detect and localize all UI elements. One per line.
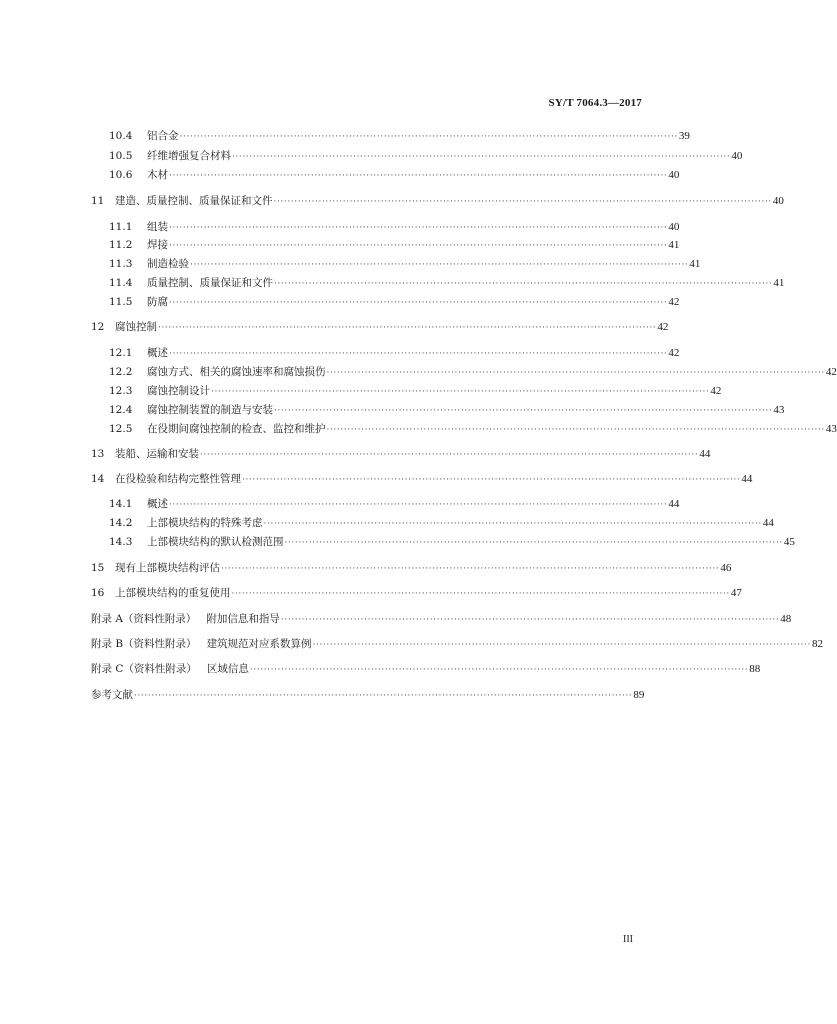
toc-entry-page: 44 xyxy=(668,498,680,510)
toc-entry-number: 11 xyxy=(91,195,105,207)
toc-entry[interactable] xyxy=(91,637,823,651)
toc-entry-number: 13 xyxy=(91,448,105,460)
toc-entry-page: 43 xyxy=(773,404,785,416)
toc-entry-number: 11.4 xyxy=(109,277,133,289)
toc-entry-title: 腐蚀控制设计 xyxy=(147,385,210,397)
dot-leader: ················································································································································ xyxy=(169,298,668,308)
dot-leader: ················································································································································ xyxy=(221,564,720,574)
toc-entry-title: 组装 xyxy=(147,221,168,233)
toc-entry-number: 10.5 xyxy=(109,150,133,162)
toc-entry-page: 45 xyxy=(783,536,795,548)
toc-entry-number: 11.5 xyxy=(109,296,133,308)
toc-entry-title: 在役期间腐蚀控制的检查、监控和维护 xyxy=(147,423,326,435)
toc-entry-number: 11.2 xyxy=(109,239,133,251)
toc-entry-number: 14 xyxy=(91,473,105,485)
toc-entry-page: 40 xyxy=(668,169,680,181)
toc-entry[interactable] xyxy=(91,447,711,461)
toc-entry-title: 装船、运输和安装 xyxy=(115,448,199,460)
toc-entry[interactable] xyxy=(109,168,680,182)
toc-entry[interactable] xyxy=(109,149,743,163)
toc-entry-page: 44 xyxy=(762,517,774,529)
toc-entry-title: 腐蚀控制 xyxy=(115,321,157,333)
dot-leader: ················································································································································ xyxy=(200,450,699,460)
toc-entry-number: 15 xyxy=(91,562,105,574)
toc-entry[interactable] xyxy=(109,365,837,379)
toc-entry-title: 制造检验 xyxy=(147,258,189,270)
dot-leader: ················································································································································ xyxy=(169,223,668,233)
toc-entry[interactable] xyxy=(91,662,761,676)
toc-entry-number: 10.4 xyxy=(109,130,133,142)
toc-entry-title: 建筑规范对应系数算例 xyxy=(206,638,312,650)
toc-entry-page: 44 xyxy=(699,448,711,460)
dot-leader: ················································································································································ xyxy=(274,406,773,416)
toc-entry[interactable] xyxy=(109,238,680,252)
toc-entry-title: 防腐 xyxy=(147,296,168,308)
toc-entry-title: 质量控制、质量保证和文件 xyxy=(147,277,273,289)
dot-leader: ················································································································································ xyxy=(169,349,668,359)
toc-entry-title: 木材 xyxy=(147,169,168,181)
dot-leader: ················································································································································ xyxy=(190,260,689,270)
toc-entry-page: 40 xyxy=(668,221,680,233)
toc-entry-page: 44 xyxy=(741,473,753,485)
toc-entry[interactable] xyxy=(91,688,645,702)
dot-leader: ················································································································································ xyxy=(273,197,772,207)
toc-entry-number: 14.3 xyxy=(109,536,133,548)
toc-entry-title: 腐蚀方式、相关的腐蚀速率和腐蚀损伤 xyxy=(147,366,326,378)
toc-entry-page: 42 xyxy=(657,321,669,333)
dot-leader: ················································································································································ xyxy=(169,500,668,510)
toc-entry-page: 41 xyxy=(668,239,680,251)
toc-entry-title: 焊接 xyxy=(147,239,168,251)
toc-entry-page: 40 xyxy=(772,195,784,207)
toc-entry-number: 12.3 xyxy=(109,385,133,397)
toc-entry-number: 12 xyxy=(91,321,105,333)
toc-entry[interactable] xyxy=(109,346,680,360)
dot-leader: ················································································································································ xyxy=(134,691,633,701)
toc-entry-title: 建造、质量控制、质量保证和文件 xyxy=(115,195,273,207)
document-code: SY/T 7064.3—2017 xyxy=(548,97,642,109)
toc-entry[interactable] xyxy=(91,194,784,208)
toc-entry[interactable] xyxy=(109,422,837,436)
toc-entry-number: 12.2 xyxy=(109,366,133,378)
toc-entry[interactable] xyxy=(109,129,690,143)
dot-leader: ················································································································································ xyxy=(284,538,783,548)
toc-entry-title: 附加信息和指导 xyxy=(206,613,280,625)
toc-entry-page: 41 xyxy=(689,258,701,270)
toc-entry[interactable] xyxy=(109,257,701,271)
toc-entry[interactable] xyxy=(91,586,742,600)
toc-entry-title: 概述 xyxy=(147,498,168,510)
toc-entry-page: 46 xyxy=(720,562,732,574)
toc-entry-page: 41 xyxy=(773,277,785,289)
toc-entry-page: 42 xyxy=(668,296,680,308)
dot-leader: ················································································································································ xyxy=(231,589,730,599)
dot-leader: ················································································································································ xyxy=(179,132,678,142)
toc-entry-title: 在役检验和结构完整性管理 xyxy=(115,473,241,485)
toc-entry-number: 11.1 xyxy=(109,221,133,233)
toc-entry-title: 铝合金 xyxy=(147,130,179,142)
toc-entry-title: 上部模块结构的特殊考虑 xyxy=(147,517,263,529)
toc-entry[interactable] xyxy=(109,497,680,511)
toc-entry-title: 上部模块结构的默认检测范围 xyxy=(147,536,284,548)
toc-entry-title: 上部模块结构的重复使用 xyxy=(115,587,231,599)
dot-leader: ················································································································································ xyxy=(158,323,657,333)
toc-entry-number: 14.2 xyxy=(109,517,133,529)
toc-entry-page: 42 xyxy=(668,347,680,359)
toc-entry[interactable] xyxy=(109,516,774,530)
toc-entry[interactable] xyxy=(109,384,722,398)
dot-leader: ················································································································································ xyxy=(326,368,825,378)
dot-leader: ················································································································································ xyxy=(280,615,780,625)
dot-leader: ················································································································································ xyxy=(312,640,811,650)
toc-entry-title: 参考文献 xyxy=(91,689,133,701)
toc-entry-page: 48 xyxy=(780,613,792,625)
toc-entry-page: 42 xyxy=(710,385,722,397)
toc-entry-number: 附录 C（资料性附录） xyxy=(91,663,197,675)
toc-entry[interactable] xyxy=(91,320,669,334)
dot-leader: ················································································································································ xyxy=(169,171,668,181)
toc-entry[interactable] xyxy=(109,403,785,417)
dot-leader: ················································································································································ xyxy=(274,279,773,289)
toc-entry-page: 39 xyxy=(678,130,690,142)
dot-leader: ················································································································································ xyxy=(242,475,741,485)
toc-entry-page: 43 xyxy=(825,423,837,435)
toc-entry-page: 42 xyxy=(825,366,837,378)
dot-leader: ················································································································································ xyxy=(169,241,668,251)
dot-leader: ················································································································································ xyxy=(232,152,731,162)
toc-entry-title: 现有上部模块结构评估 xyxy=(115,562,220,574)
toc-entry-number: 11.3 xyxy=(109,258,133,270)
toc-entry[interactable] xyxy=(109,276,785,290)
toc-entry-number: 16 xyxy=(91,587,105,599)
toc-entry[interactable] xyxy=(91,612,792,626)
dot-leader: ················································································································································ xyxy=(326,425,825,435)
toc-entry-title: 区域信息 xyxy=(206,663,249,675)
toc-entry-page: 89 xyxy=(633,689,645,701)
toc-entry-number: 14.1 xyxy=(109,498,133,510)
toc-entry-page: 47 xyxy=(730,587,742,599)
toc-entry-number: 附录 A（资料性附录） xyxy=(91,613,197,625)
toc-entry[interactable] xyxy=(109,535,795,549)
toc-entry-title: 腐蚀控制装置的制造与安装 xyxy=(147,404,273,416)
toc-entry[interactable] xyxy=(91,561,732,575)
toc-entry[interactable] xyxy=(91,472,753,486)
dot-leader: ················································································································································ xyxy=(263,519,762,529)
toc-entry-number: 10.6 xyxy=(109,169,133,181)
toc-entry-number: 12.5 xyxy=(109,423,133,435)
dot-leader: ················································································································································ xyxy=(211,387,710,397)
toc-entry[interactable] xyxy=(109,295,680,309)
toc-entry-page: 88 xyxy=(749,663,761,675)
toc-entry-page: 82 xyxy=(811,638,823,650)
toc-entry-number: 12.4 xyxy=(109,404,133,416)
toc-entry[interactable] xyxy=(109,220,680,234)
toc-entry-title: 纤维增强复合材料 xyxy=(147,150,231,162)
dot-leader: ················································································································································ xyxy=(249,665,749,675)
page-number: III xyxy=(623,934,633,945)
toc-entry-title: 概述 xyxy=(147,347,168,359)
toc-entry-number: 12.1 xyxy=(109,347,133,359)
toc-entry-page: 40 xyxy=(731,150,743,162)
toc-entry-number: 附录 B（资料性附录） xyxy=(91,638,197,650)
